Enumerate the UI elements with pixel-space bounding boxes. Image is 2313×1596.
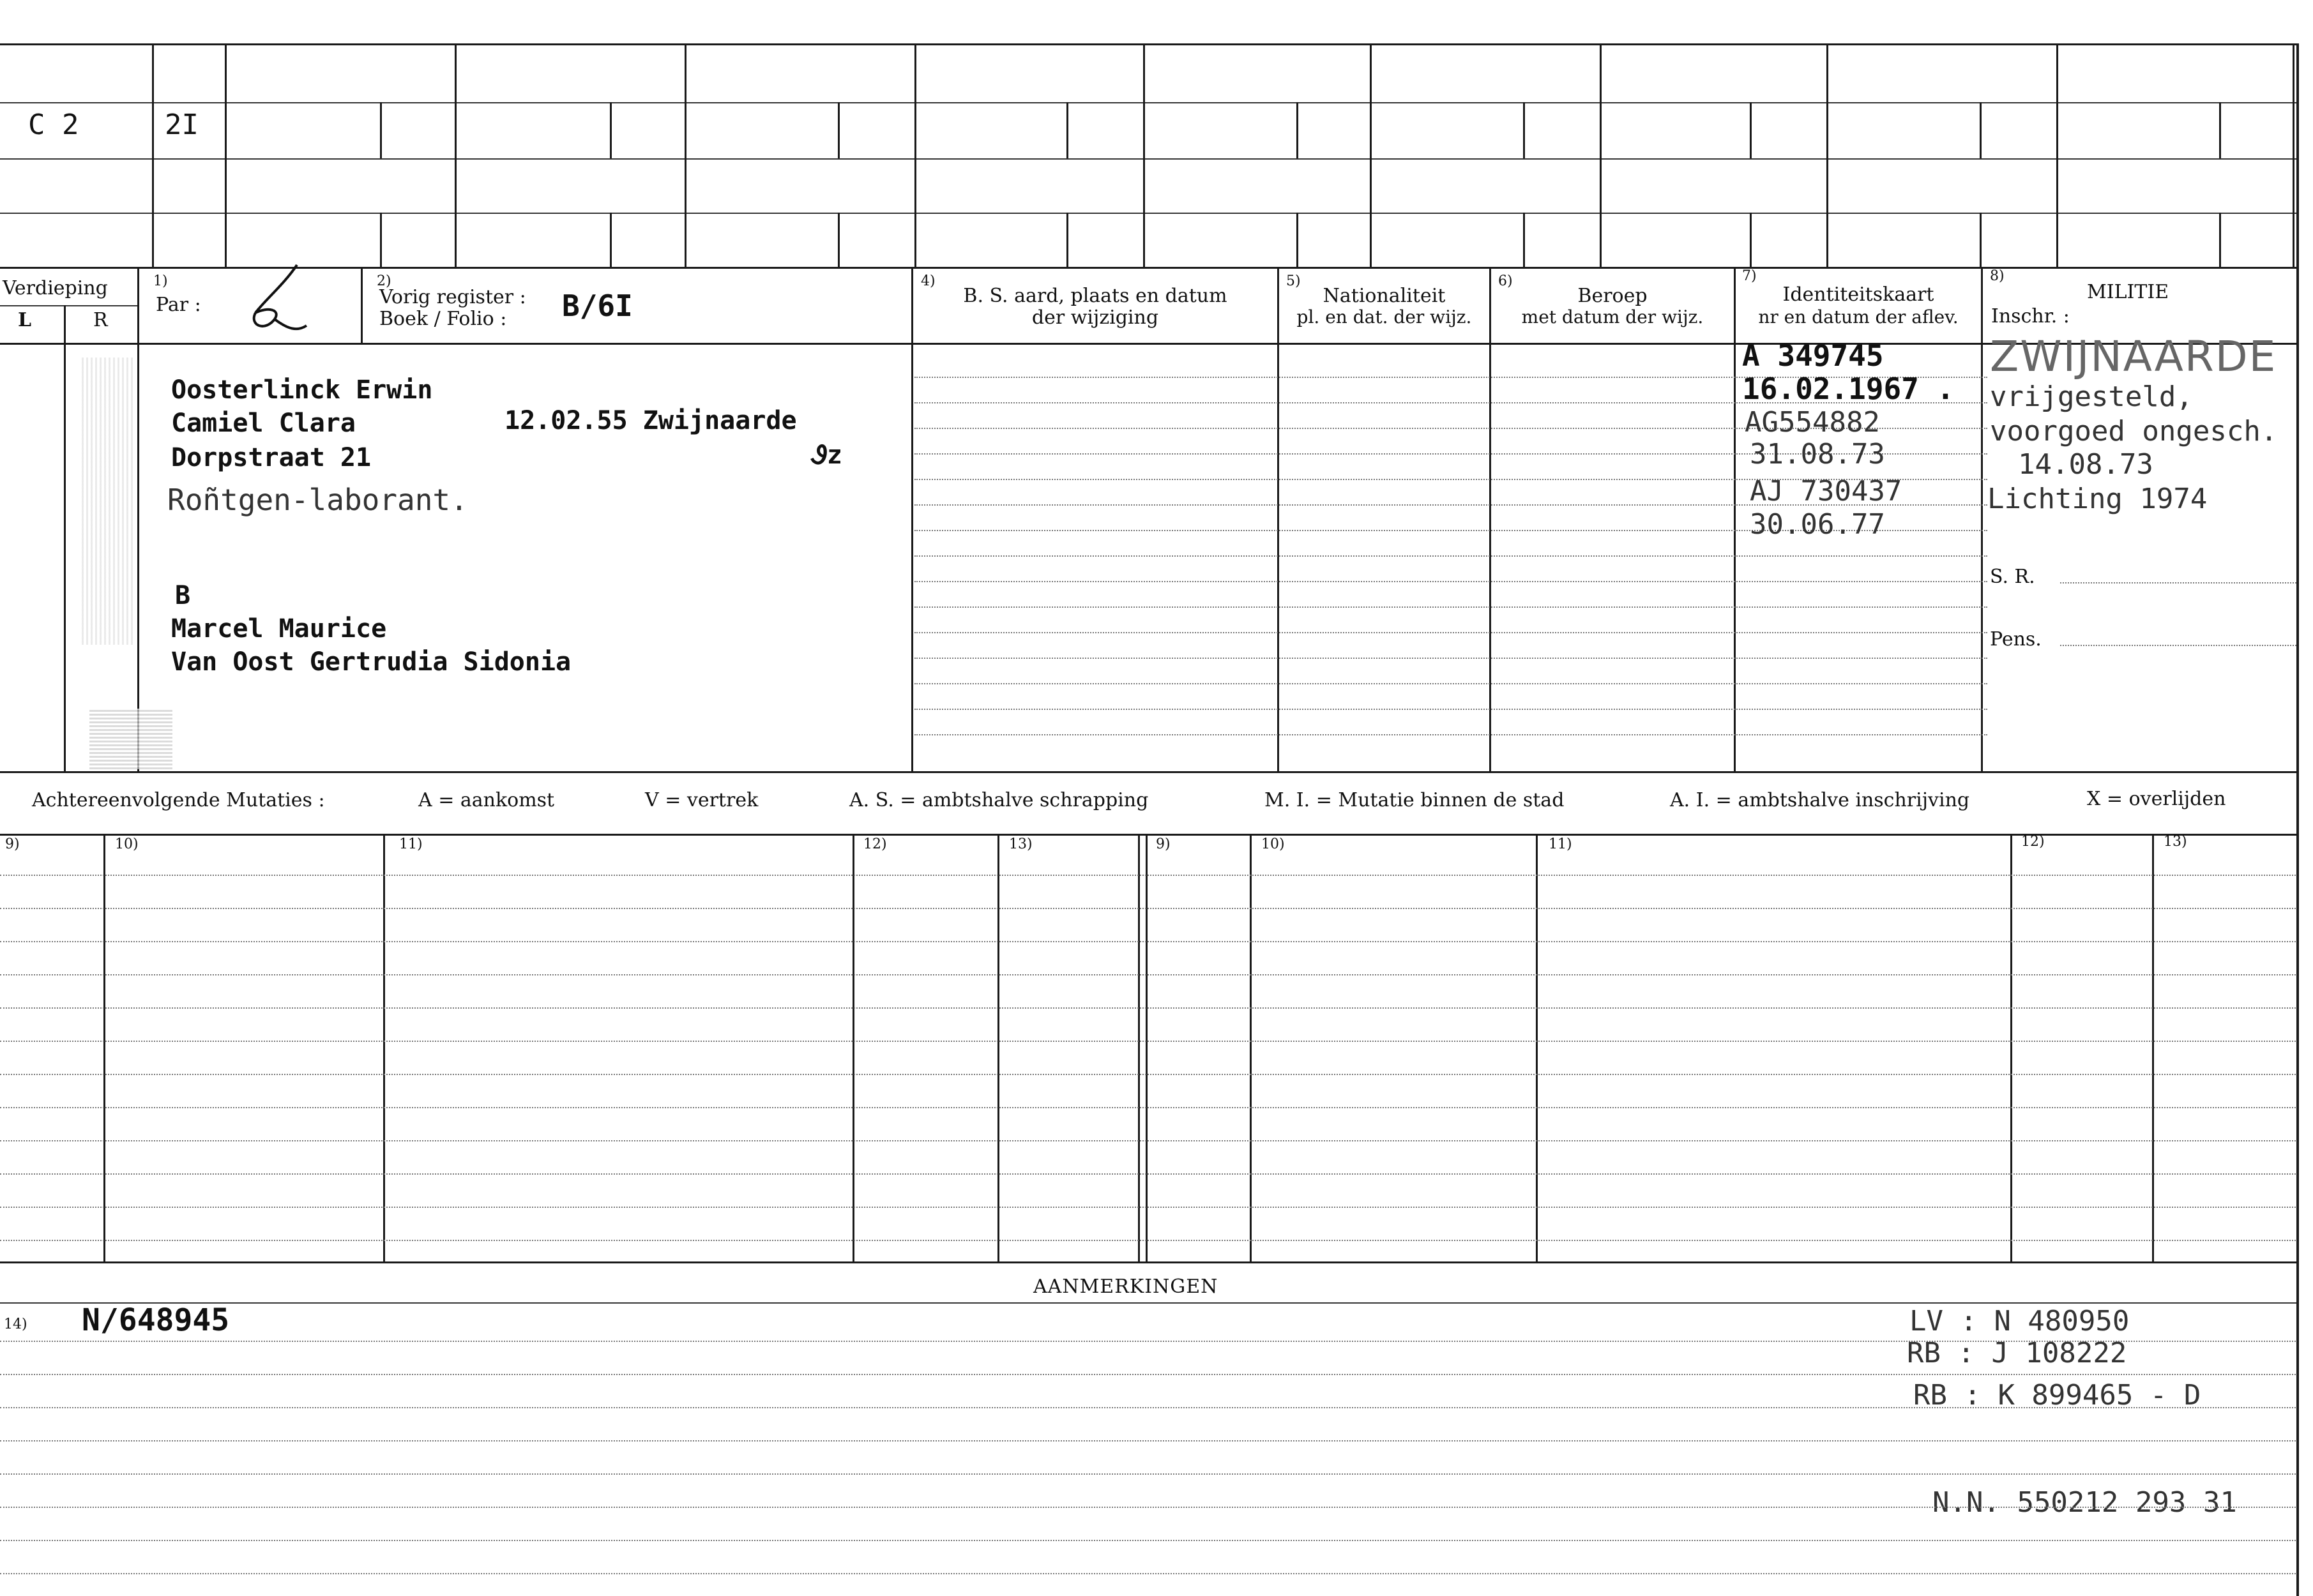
person-address: Dorpstraat 21 xyxy=(171,443,372,472)
inschr-label: Inschr. : xyxy=(1991,305,2070,327)
remarks-rb2: RB : K 899465 - D xyxy=(1913,1379,2201,1412)
remarks-code: N/648945 xyxy=(82,1302,230,1338)
grid-sub-line xyxy=(2219,213,2221,267)
mut-col-line xyxy=(103,834,105,1261)
identity-value: 31.08.73 xyxy=(1750,438,1885,471)
mut-col-line xyxy=(2010,834,2012,1261)
mut-col-number: 9) xyxy=(5,836,20,852)
pens-label: Pens. xyxy=(1990,628,2042,651)
top-border xyxy=(0,43,2299,45)
col6-header: Beroep xyxy=(1577,285,1648,307)
ruled-line xyxy=(0,1374,2296,1375)
grid-sub-line xyxy=(838,102,840,158)
mut-col-number: 11) xyxy=(399,836,423,852)
grid-sub-line xyxy=(1523,213,1525,267)
grid-row-line xyxy=(0,102,2299,103)
mut-col-line xyxy=(1138,834,1140,1261)
ruled-line xyxy=(914,606,1987,608)
ruled-line xyxy=(0,974,2296,975)
militie-value: voorgoed ongesch. xyxy=(1990,415,2278,448)
identity-value: AG554882 xyxy=(1745,406,1880,439)
sr-label: S. R. xyxy=(1990,566,2035,588)
grid-row-line xyxy=(0,158,2299,160)
grid-col-line xyxy=(2056,43,2058,267)
pens-dotline xyxy=(2060,645,2296,646)
grid-sub-line xyxy=(838,213,840,267)
mutaties-bottom-line xyxy=(0,1261,2299,1263)
column-divider xyxy=(361,267,363,343)
l-label: L xyxy=(18,309,32,331)
ruled-line xyxy=(914,555,1987,557)
grid-col-line xyxy=(152,43,154,267)
column-divider xyxy=(1734,267,1736,771)
identity-value: AJ 730437 xyxy=(1750,475,1902,508)
person-birth: 12.02.55 Zwijnaarde xyxy=(504,406,797,435)
smudge-mark xyxy=(89,709,172,769)
mutatie-vertrek: V = vertrek xyxy=(645,789,759,811)
ruled-line xyxy=(914,734,1987,735)
col7-header-sub: nr en datum der aflev. xyxy=(1758,306,1959,327)
grid-sub-line xyxy=(1296,213,1298,267)
militie-value: 14.08.73 xyxy=(2018,448,2153,481)
grid-sub-line xyxy=(1750,102,1752,158)
ruled-line xyxy=(914,683,1987,684)
grid-sub-line xyxy=(1066,213,1068,267)
mutatie-binnen-stad: M. I. = Mutatie binnen de stad xyxy=(1264,789,1565,811)
ruled-line xyxy=(0,1007,2296,1009)
col-number: 6) xyxy=(1498,273,1513,289)
mut-col-number: 11) xyxy=(1549,836,1572,852)
r-label: R xyxy=(93,309,108,331)
mut-col-line xyxy=(1146,834,1148,1261)
col4-header: B. S. aard, plaats en datum xyxy=(963,285,1227,307)
ruled-line xyxy=(0,1507,2296,1508)
ruled-line xyxy=(914,581,1987,582)
aanmerkingen-title: AANMERKINGEN xyxy=(1033,1276,1218,1298)
mut-col-line xyxy=(2152,834,2154,1261)
col6-header-sub: met datum der wijz. xyxy=(1521,306,1704,327)
identity-value: 16.02.1967 . xyxy=(1742,372,1955,406)
grid-row-line xyxy=(0,267,2299,269)
ruled-line xyxy=(0,1207,2296,1208)
col-number: 8) xyxy=(1990,268,2005,284)
col-number: 5) xyxy=(1286,273,1301,289)
mut-col-number: 12) xyxy=(863,836,887,852)
col-number: 2) xyxy=(377,273,391,289)
ruled-line xyxy=(914,709,1987,710)
col-number: 7) xyxy=(1742,268,1757,284)
grid-sub-line xyxy=(1750,213,1752,267)
ruled-line xyxy=(0,1107,2296,1108)
grid-sub-line xyxy=(2219,102,2221,158)
mut-col-line xyxy=(997,834,999,1261)
grid-col-line xyxy=(225,43,227,267)
ruled-line xyxy=(0,1074,2296,1075)
ruled-line xyxy=(0,1341,2296,1342)
ruled-line xyxy=(0,1041,2296,1042)
militie-value: Lichting 1974 xyxy=(1987,483,2208,515)
grid-col-line xyxy=(1370,43,1372,267)
person-father: Marcel Maurice xyxy=(171,614,387,644)
person-name: Oosterlinck Erwin xyxy=(171,375,433,405)
lr-divider xyxy=(64,305,66,771)
mut-col-line xyxy=(383,834,385,1261)
mut-col-line xyxy=(1536,834,1538,1261)
verdieping-label: Verdieping xyxy=(3,277,108,299)
vorig-register-label: Vorig register : xyxy=(379,286,526,308)
grid-col-line xyxy=(1600,43,1602,267)
col5-header: Nationaliteit xyxy=(1323,285,1446,307)
grid-sub-line xyxy=(1980,102,1982,158)
ruled-line xyxy=(0,1440,2296,1442)
militie-stamp: ZWIJNAARDE xyxy=(1990,332,2277,381)
column-divider xyxy=(137,267,139,771)
person-occupation: Roñtgen-laborant. xyxy=(167,483,468,517)
militie-header: MILITIE xyxy=(2087,281,2169,303)
ruled-line xyxy=(0,908,2296,909)
grid-col-line xyxy=(455,43,457,267)
identity-value: A 349745 xyxy=(1742,338,1884,373)
col-number: 1) xyxy=(153,273,168,289)
grid-sub-line xyxy=(1296,102,1298,158)
mutatie-overlijden: X = overlijden xyxy=(2087,788,2226,810)
mut-col-number: 12) xyxy=(2021,834,2045,850)
mutaties-top-line xyxy=(0,834,2299,836)
grid-sub-line xyxy=(610,102,612,158)
header-bottom-line xyxy=(0,343,2299,345)
mutaties-title: Achtereenvolgende Mutaties : xyxy=(32,789,325,811)
grid-sub-line xyxy=(380,213,382,267)
smudge-mark xyxy=(82,358,133,645)
ruled-line xyxy=(0,1173,2296,1175)
remarks-lv: LV : N 480950 xyxy=(1909,1305,2130,1337)
remarks-nn: N.N. 550212 293 31 xyxy=(1932,1486,2237,1519)
identity-value: 30.06.77 xyxy=(1750,508,1885,541)
main-bottom-line xyxy=(0,771,2299,773)
grid-col-line xyxy=(1143,43,1145,267)
person-mark: Ꮽz xyxy=(811,440,842,470)
mut-col-line xyxy=(853,834,854,1261)
ruled-line xyxy=(0,1240,2296,1241)
aanmerkingen-line xyxy=(0,1302,2299,1304)
col7-header: Identiteitskaart xyxy=(1782,283,1934,306)
column-divider xyxy=(1981,267,1983,771)
ruled-line xyxy=(0,1140,2296,1141)
militie-value: vrijgesteld, xyxy=(1990,380,2193,413)
grid-sub-line xyxy=(1066,102,1068,158)
ruled-line xyxy=(0,941,2296,942)
col5-header-sub: pl. en dat. der wijz. xyxy=(1296,306,1472,327)
remarks-rb1: RB : J 108222 xyxy=(1907,1337,2127,1369)
mut-col-line xyxy=(1250,834,1252,1261)
grid-sub-line xyxy=(380,102,382,158)
grid-col-line xyxy=(914,43,916,267)
ruled-line xyxy=(0,1473,2296,1475)
grid-sub-line xyxy=(610,213,612,267)
header-sub-line xyxy=(0,305,137,306)
mutatie-schrapping: A. S. = ambtshalve schrapping xyxy=(849,789,1149,811)
column-divider xyxy=(1277,267,1279,771)
ruled-line xyxy=(0,875,2296,876)
column-divider xyxy=(911,267,913,771)
person-mother: Van Oost Gertrudia Sidonia xyxy=(171,647,572,677)
col4-header-sub: der wijziging xyxy=(1031,306,1159,329)
mut-col-number: 9) xyxy=(1156,836,1171,852)
par-label: Par : xyxy=(156,294,201,316)
person-given-names: Camiel Clara xyxy=(171,409,356,438)
grid-col-line xyxy=(1826,43,1828,267)
top-number: 2I xyxy=(165,109,199,141)
boek-folio-label: Boek / Folio : xyxy=(379,308,507,330)
ruled-line xyxy=(914,658,1987,659)
grid-row-line xyxy=(0,213,2299,214)
ruled-line xyxy=(0,1407,2296,1408)
remarks-number: 14) xyxy=(4,1316,27,1332)
grid-sub-line xyxy=(1980,213,1982,267)
mut-col-number: 13) xyxy=(1009,836,1033,852)
col-number: 4) xyxy=(921,273,936,289)
signature-mark xyxy=(236,262,313,338)
mutatie-aankomst: A = aankomst xyxy=(418,789,555,811)
grid-col-line xyxy=(2293,43,2294,267)
right-edge xyxy=(2296,43,2299,1596)
mut-col-number: 10) xyxy=(115,836,139,852)
grid-col-line xyxy=(685,43,686,267)
vorig-register-value: B/6I xyxy=(562,289,633,323)
mutatie-inschrijving: A. I. = ambtshalve inschrijving xyxy=(1670,789,1970,811)
ruled-line xyxy=(0,1573,2296,1574)
mut-col-number: 10) xyxy=(1261,836,1285,852)
ruled-line xyxy=(914,632,1987,633)
ruled-line xyxy=(0,1540,2296,1541)
column-divider xyxy=(1489,267,1491,771)
top-code: C 2 xyxy=(28,109,79,141)
sr-dotline xyxy=(2060,582,2296,583)
person-b: B xyxy=(175,581,191,610)
mut-col-number: 13) xyxy=(2164,834,2187,850)
grid-sub-line xyxy=(1523,102,1525,158)
